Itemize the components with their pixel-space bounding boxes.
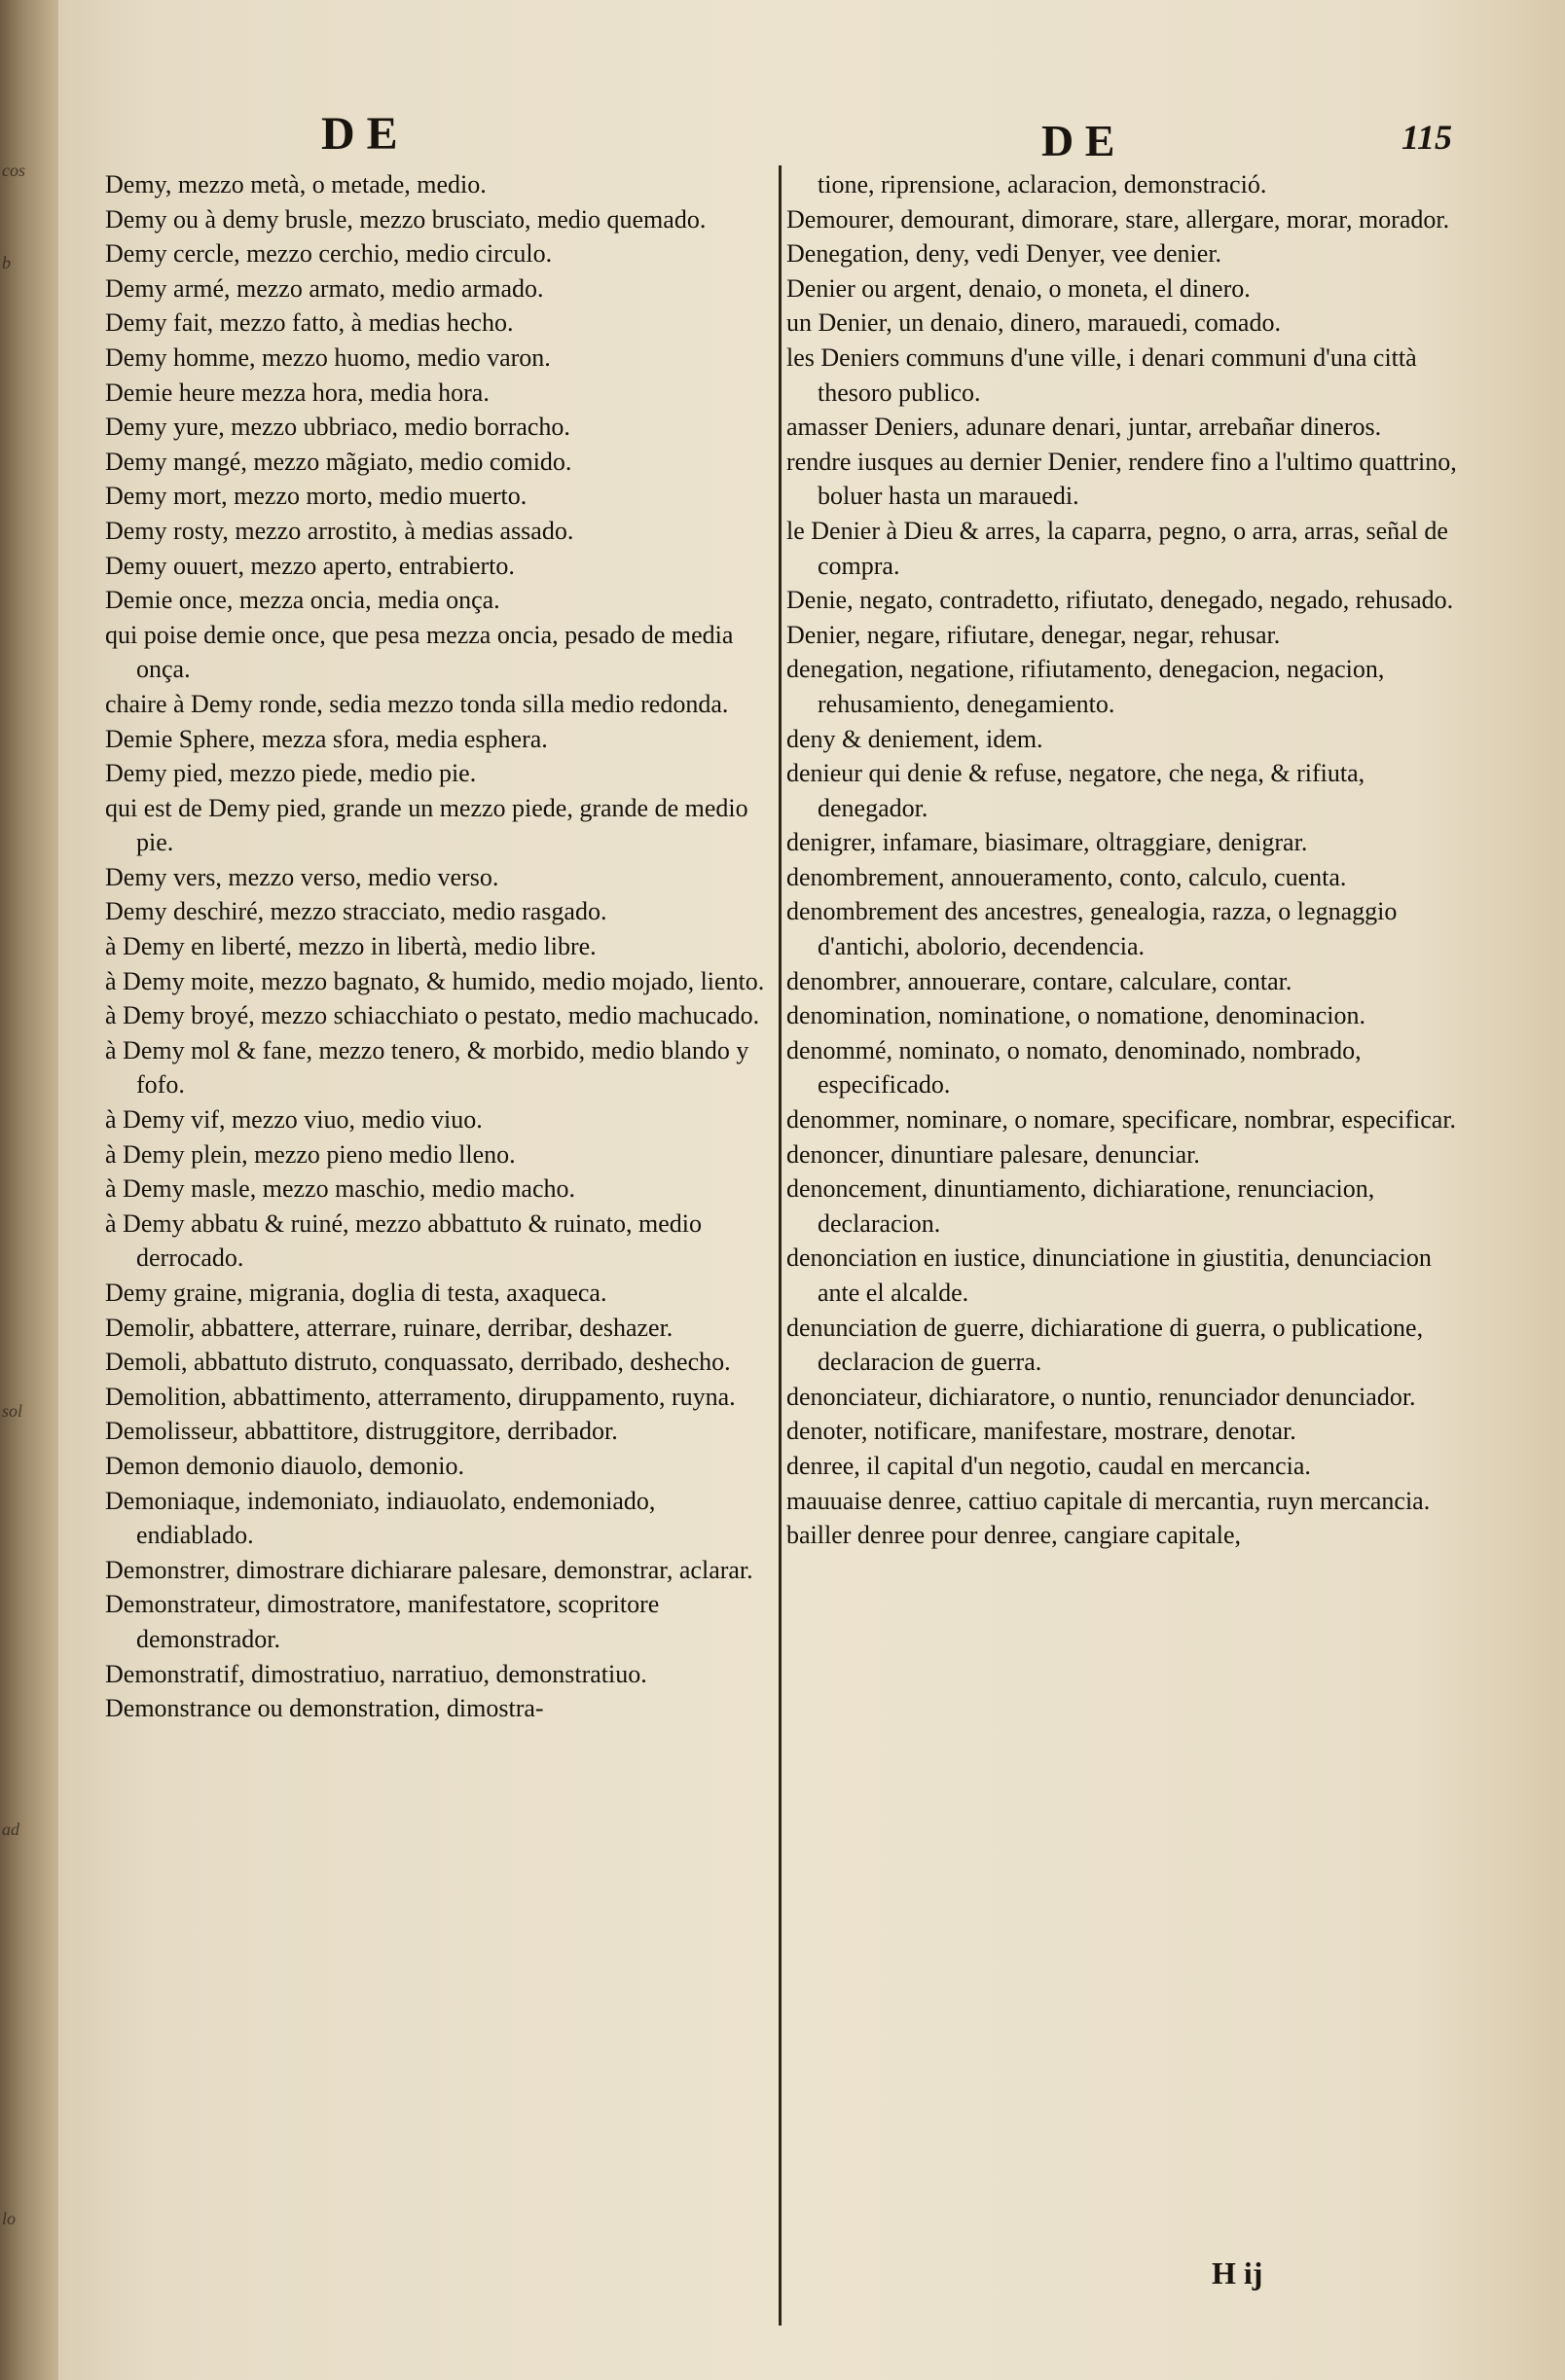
dictionary-entry: Denier ou argent, denaio, o moneta, el dinero. xyxy=(786,273,1251,303)
signature-mark: H ij xyxy=(1212,2255,1263,2290)
dictionary-entry: à Demy plein, mezzo pieno medio lleno. xyxy=(105,1139,516,1169)
dictionary-entry: denegation, negatione, rifiutamento, denegacion, negacion, rehusamiento, denegamiento. xyxy=(786,655,1385,718)
dictionary-entry: Demy fait, mezzo fatto, à medias hecho. xyxy=(105,308,514,338)
dictionary-entry: denonciateur, dichiaratore, o nuntio, renunciador denunciador. xyxy=(786,1382,1416,1411)
dictionary-entry: bailler denree pour denree, cangiare capitale, xyxy=(786,1521,1241,1550)
dictionary-entry: Demoniaque, indemoniato, indiauolato, endemoniado, endiablado. xyxy=(105,1486,656,1550)
dictionary-entry: Demy homme, mezzo huomo, medio varon. xyxy=(105,343,551,372)
dictionary-entry: qui poise demie once, que pesa mezza oncia, pesado de media onça. xyxy=(105,620,734,684)
dictionary-entry: denoncement, dinuntiamento, dichiaratione, renunciacion, declaracion. xyxy=(786,1174,1375,1238)
dictionary-entry: à Demy abbatu & ruiné, mezzo abbattuto & ruinato, medio derrocado. xyxy=(105,1208,702,1273)
dictionary-entry: qui est de Demy pied, grande un mezzo piede, grande de medio pie. xyxy=(105,793,748,857)
dictionary-entry: Demolition, abbattimento, atterramento, diruppamento, ruyna. xyxy=(105,1382,736,1411)
dictionary-entry: Demie heure mezza hora, media hora. xyxy=(105,378,490,407)
dictionary-entry: à Demy moite, mezzo bagnato, & humido, medio mojado, liento. xyxy=(105,966,765,995)
dictionary-entry: denoter, notificare, manifestare, mostrare, denotar. xyxy=(786,1417,1296,1446)
dictionary-entry: denoncer, dinuntiare palesare, denunciar. xyxy=(786,1139,1200,1169)
dictionary-entry: Demolir, abbattere, atterrare, ruinare, derribar, deshazer. xyxy=(105,1313,673,1342)
dictionary-entry: Demie once, mezza oncia, media onça. xyxy=(105,586,500,615)
dictionary-entry: Demonstrer, dimostrare dichiarare palesare, demonstrar, aclarar. xyxy=(105,1555,753,1584)
dictionary-entry: un Denier, un denaio, dinero, marauedi, comado. xyxy=(786,308,1281,338)
dictionary-entry: denieur qui denie & refuse, negatore, che nega, & rifiuta, denegador. xyxy=(786,759,1365,822)
dictionary-entry: denombrer, annouerare, contare, calculare, contar. xyxy=(786,966,1292,995)
margin-fragment: lo xyxy=(2,2209,17,2228)
dictionary-entry: deny & deniement, idem. xyxy=(786,724,1043,753)
dictionary-entry: à Demy mol & fane, mezzo tenero, & morbido, medio blando y fofo. xyxy=(105,1035,749,1100)
dictionary-entry: Denegation, deny, vedi Denyer, vee denier. xyxy=(786,239,1222,269)
dictionary-entry: denomination, nominatione, o nomatione, denominacion. xyxy=(786,1001,1365,1030)
dictionary-entry: Demy cercle, mezzo cerchio, medio circulo. xyxy=(105,239,553,269)
margin-fragment: cos xyxy=(2,161,25,180)
dictionary-entry: tione, riprensione, aclaracion, demonstració. xyxy=(818,170,1267,198)
page-number: 115 xyxy=(1401,118,1453,157)
dictionary-entry: denonciation en iustice, dinunciatione in giustitia, denunciacion ante el alcalde. xyxy=(786,1244,1432,1307)
dictionary-entry: Demy deschiré, mezzo stracciato, medio rasgado. xyxy=(105,897,607,926)
dictionary-entry: Demy ou à demy brusle, mezzo brusciato, medio quemado. xyxy=(105,204,707,234)
dictionary-entry: Demonstrateur, dimostratore, manifestatore, scopritore demonstrador. xyxy=(105,1590,660,1653)
left-column xyxy=(105,167,777,1726)
margin-fragment: sol xyxy=(2,1401,23,1421)
margin-fragment: b xyxy=(2,253,11,272)
dictionary-entry: Demourer, demourant, dimorare, stare, allergare, morar, morador. xyxy=(786,204,1450,234)
dictionary-entry: rendre iusques au dernier Denier, rendere fino a l'ultimo quattrino, boluer hasta un marauedi. xyxy=(786,447,1457,511)
dictionary-entry: Demy mort, mezzo morto, medio muerto. xyxy=(105,482,528,511)
dictionary-entry: Demon demonio diauolo, demonio. xyxy=(105,1451,465,1480)
dictionary-entry: denombrement, annoueramento, conto, calculo, cuenta. xyxy=(786,862,1347,891)
dictionary-entry: denommer, nominare, o nomare, specificare, nombrar, especificar. xyxy=(786,1105,1457,1135)
dictionary-entry: Demy yure, mezzo ubbriaco, medio borracho. xyxy=(105,413,570,442)
dictionary-entry: Demoli, abbattuto distruto, conquassato, derribado, deshecho. xyxy=(105,1348,731,1377)
adjacent-page-edge xyxy=(0,0,58,2380)
dictionary-entry: denombrement des ancestres, genealogia, razza, o legnaggio d'antichi, abolorio, decendencia. xyxy=(786,897,1398,961)
dictionary-entry: mauuaise denree, cattiuo capitale di mercantia, ruyn mercancia. xyxy=(786,1486,1431,1515)
dictionary-entry: Denier, negare, rifiutare, denegar, negar, rehusar. xyxy=(786,620,1281,649)
dictionary-entry: Demy mangé, mezzo mãgiato, medio comido. xyxy=(105,447,572,476)
dictionary-entry: les Deniers communs d'une ville, i denari communi d'una città thesoro publico. xyxy=(786,343,1417,407)
dictionary-entry: amasser Deniers, adunare denari, juntar, arrebañar dineros. xyxy=(786,413,1382,442)
dictionary-entry: à Demy masle, mezzo maschio, medio macho. xyxy=(105,1174,576,1204)
dictionary-entry: chaire à Demy ronde, sedia mezzo tonda silla medio redonda. xyxy=(105,689,729,718)
right-column xyxy=(786,167,1468,1553)
dictionary-entry: denommé, nominato, o nomato, denominado, nombrado, especificado. xyxy=(786,1035,1362,1100)
dictionary-entry: à Demy vif, mezzo viuo, medio viuo. xyxy=(105,1105,483,1135)
dictionary-entry: Demy, mezzo metà, o metade, medio. xyxy=(105,170,487,198)
dictionary-entry: denunciation de guerre, dichiaratione di guerra, o publicatione, declaracion de guerra. xyxy=(786,1313,1424,1377)
dictionary-entry: à Demy en liberté, mezzo in libertà, medio libre. xyxy=(105,932,597,961)
dictionary-entry: denree, il capital d'un negotio, caudal en mercancia. xyxy=(786,1451,1311,1480)
dictionary-entry: Demy graine, migrania, doglia di testa, axaqueca. xyxy=(105,1279,607,1307)
dictionary-entry: Demolisseur, abbattitore, distruggitore, derribador. xyxy=(105,1417,618,1446)
dictionary-entry: Demy rosty, mezzo arrostito, à medias assado. xyxy=(105,516,574,545)
running-header xyxy=(0,97,1565,175)
dictionary-entry: Demie Sphere, mezza sfora, media esphera. xyxy=(105,724,548,753)
dictionary-entry: à Demy broyé, mezzo schiacchiato o pestato, medio machucado. xyxy=(105,1001,760,1030)
dictionary-entry: Denie, negato, contradetto, rifiutato, denegado, negado, rehusado. xyxy=(786,586,1454,615)
dictionary-entry: Demy ouuert, mezzo aperto, entrabierto. xyxy=(105,551,515,580)
dictionary-entry: Demonstratif, dimostratiuo, narratiuo, demonstratiuo. xyxy=(105,1659,647,1688)
dictionary-entry: Demy pied, mezzo piede, medio pie. xyxy=(105,759,477,788)
dictionary-entry: denigrer, infamare, biasimare, oltraggiare, denigrar. xyxy=(786,828,1308,857)
column-divider xyxy=(779,165,782,2326)
left-running-title: D E xyxy=(321,108,398,160)
dictionary-entry: Demy armé, mezzo armato, medio armado. xyxy=(105,273,544,303)
right-running-title: D E xyxy=(1041,116,1115,165)
margin-fragment: ad xyxy=(2,1820,19,1839)
dictionary-entry: le Denier à Dieu & arres, la caparra, pegno, o arra, arras, señal de compra. xyxy=(786,516,1448,580)
dictionary-entry: Demy vers, mezzo verso, medio verso. xyxy=(105,862,499,891)
dictionary-entry: Demonstrance ou demonstration, dimostra- xyxy=(105,1694,544,1723)
